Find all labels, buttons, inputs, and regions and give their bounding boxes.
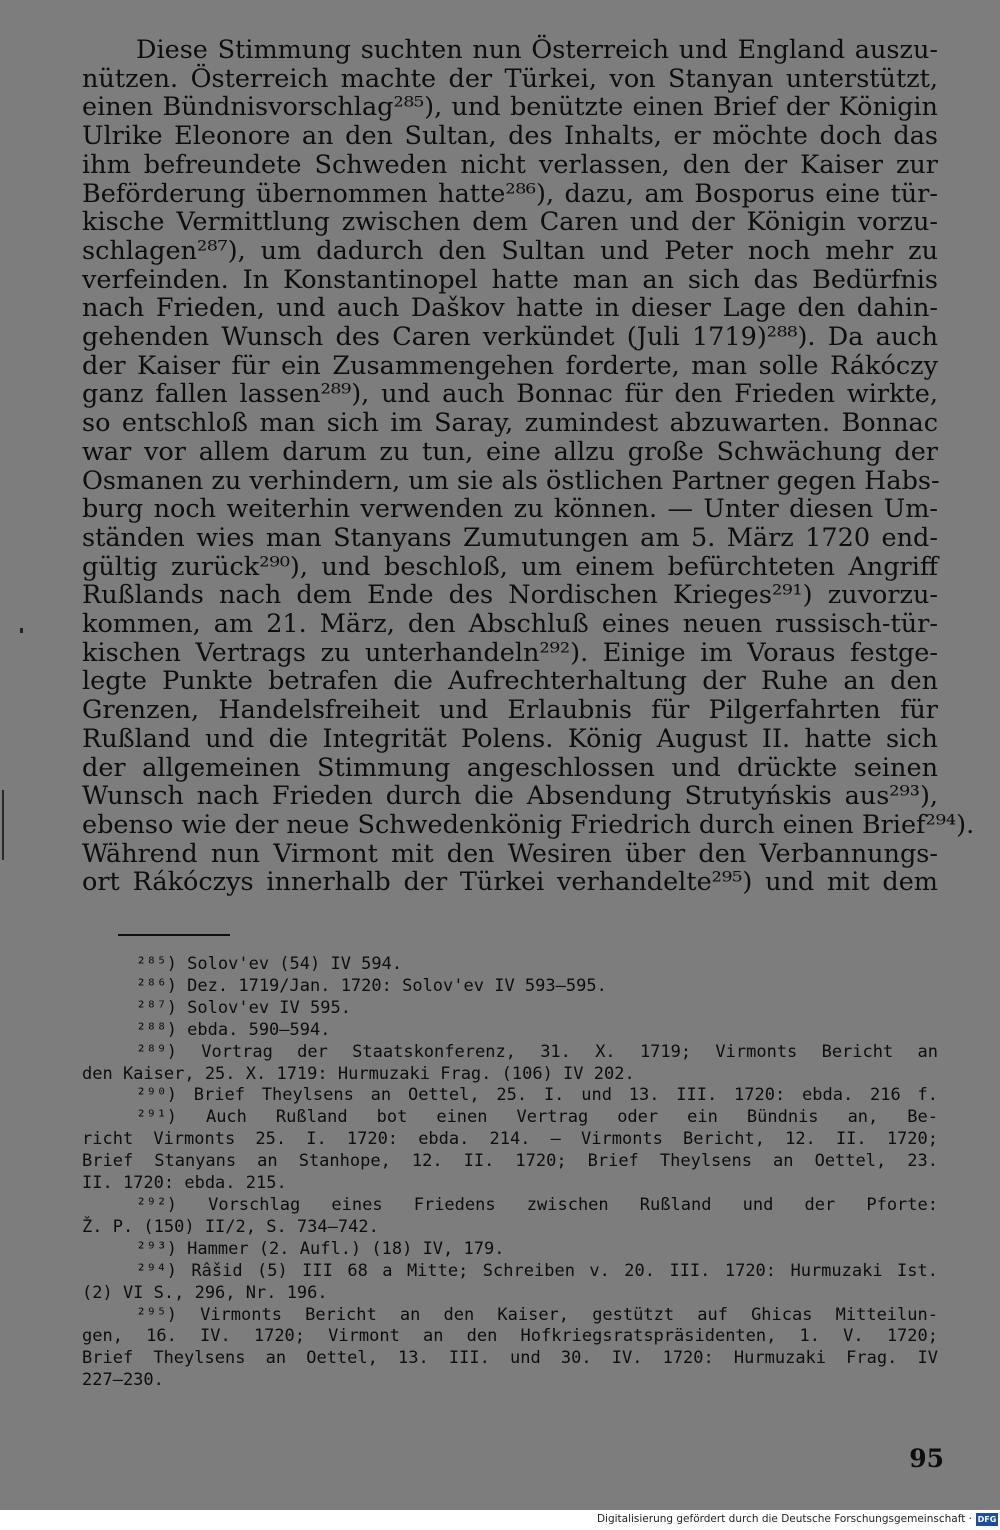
text-line: ort Rákóczys innerhalb der Türkei verhandelte²⁹⁵) und mit dem [82,867,938,898]
footnote-line: ²⁸⁹) Vortrag der Staatskonferenz, 31. X. 1719; Virmonts Bericht an [136,1041,938,1062]
footnote-line: Ž. P. (150) II/2, S. 734—742. [82,1216,379,1237]
text-line: der allgemeinen Stimmung angeschlossen und drückte seinen [82,752,938,783]
text-line: Rußlands nach dem Ende des Nordischen Krieges²⁹¹) zuvorzu- [82,580,938,611]
text-line: einen Bündnisvorschlag²⁸⁵), und benützte einen Brief der Königin [82,92,938,123]
text-line: ihm befreundete Schweden nicht verlassen, den der Kaiser zur [82,149,938,180]
text-line: der Kaiser für ein Zusammengehen forderte, man solle Rákóczy [82,350,938,381]
text-line: gültig zurück²⁹⁰), und beschloß, um einem befürchteten Angriff [82,551,938,582]
text-line: nützen. Österreich machte der Türkei, von Stanyan unterstützt, [82,63,938,94]
page-number: 95 [909,1444,944,1473]
main-text [82,35,975,898]
dfg-logo-icon[interactable]: DFG [977,1515,997,1524]
footnote-separator [118,934,230,936]
text-line: burg noch weiterhin verwenden zu können. — Unter diesen Um- [82,494,938,525]
text-line: ganz fallen lassen²⁸⁹), und auch Bonnac für den Frieden wirkte, [82,379,938,410]
text-line: ständen wies man Stanyans Zumutungen am 5. März 1720 end- [82,522,938,553]
text-line: kommen, am 21. März, den Abschluß eines neuen russisch-tür- [82,609,938,640]
footnote-line: ²⁹³) Hammer (2. Aufl.) (18) IV, 179. [136,1238,505,1259]
text-line: Diese Stimmung suchten nun Österreich und England auszu- [136,35,938,65]
footnote-line: den Kaiser, 25. X. 1719: Hurmuzaki Frag. (106) IV 202. [82,1063,635,1084]
text-line: Grenzen, Handelsfreiheit und Erlaubnis für Pilgerfahrten für [82,695,938,726]
footnote-line: ²⁹¹) Auch Rußland bot einen Vertrag oder ein Bündnis an, Be- [136,1107,938,1128]
text-line: Beförderung übernommen hatte²⁸⁶), dazu, am Bosporus eine tür- [82,178,938,209]
text-line: Ulrike Eleonore an den Sultan, des Inhalts, er möchte doch das [82,121,938,152]
text-line: legte Punkte betrafen die Aufrechterhaltung der Ruhe an den [82,666,938,697]
footnote-line: (2) VI S., 296, Nr. 196. [82,1282,328,1303]
funding-footer [0,1510,1000,1530]
footnote-line: ²⁸⁸) ebda. 590—594. [136,1019,331,1040]
footnote-line: ²⁹⁰) Brief Theylsens an Oettel, 25. I. und 13. III. 1720: ebda. 216 f. [136,1085,938,1106]
footnote-line: ²⁸⁷) Solov'ev IV 595. [136,997,351,1018]
text-line: gehenden Wunsch des Caren verkündet (Juli 1719)²⁸⁸). Da auch [82,322,938,353]
funding-notice: Digitalisierung gefördert durch die Deutsche Forschungsgemeinschaft · [596,1513,972,1525]
scan-speck [20,628,23,633]
margin-scan-line [2,790,4,860]
footnote-line: ²⁹²) Vorschlag eines Friedens zwischen Rußland und der Pforte: [136,1194,938,1215]
footnote-line: 227—230. [82,1370,164,1391]
text-line: war vor allem darum zu tun, eine allzu große Schwächung der [82,436,938,467]
text-line: Während nun Virmont mit den Wesiren über den Verbannungs- [82,838,938,869]
text-line: kischen Vertrags zu unterhandeln²⁹²). Einige im Voraus festge- [82,637,938,668]
text-line: nach Frieden, und auch Daškov hatte in dieser Lage den dahin- [82,293,938,324]
footnote-line: gen, 16. IV. 1720; Virmont an den Hofkriegsratspräsidenten, 1. V. 1720; [82,1326,938,1347]
footnote-line: ²⁹⁵) Virmonts Bericht an den Kaiser, gestützt auf Ghicas Mitteilun- [136,1304,938,1325]
text-line: ebenso wie der neue Schwedenkönig Friedrich durch einen Brief²⁹⁴). [82,809,975,840]
footnote-line: ²⁹⁴) Râšid (5) III 68 a Mitte; Schreiben v. 20. III. 1720: Hurmuzaki Ist. [136,1260,938,1281]
text-line: verfeinden. In Konstantinopel hatte man an sich das Bedürfnis [82,264,938,295]
text-line: schlagen²⁸⁷), um dadurch den Sultan und Peter noch mehr zu [82,235,938,266]
footnotes [82,954,938,1392]
text-line: Wunsch nach Frieden durch die Absendung Strutyńskis aus²⁹³), [82,781,938,812]
footnote-line: Brief Theylsens an Oettel, 13. III. und 30. IV. 1720: Hurmuzaki Frag. IV [82,1348,938,1369]
text-line: Rußland und die Integrität Polens. König August II. hatte sich [82,723,938,754]
footnote-line: richt Virmonts 25. I. 1720: ebda. 214. — Virmonts Bericht, 12. II. 1720; [82,1129,938,1150]
text-line: Osmanen zu verhindern, um sie als östlichen Partner gegen Habs- [82,465,940,496]
footnote-line: ²⁸⁶) Dez. 1719/Jan. 1720: Solov'ev IV 593—595. [136,975,607,996]
footnote-line: ²⁸⁵) Solov'ev (54) IV 594. [136,954,403,974]
footnote-line: II. 1720: ebda. 215. [82,1173,287,1194]
text-line: kische Vermittlung zwischen dem Caren und der Königin vorzu- [82,207,938,238]
footnote-line: Brief Stanyans an Stanhope, 12. II. 1720; Brief Theylsens an Oettel, 23. [82,1151,938,1172]
text-line: so entschloß man sich im Saray, zumindest abzuwarten. Bonnac [82,408,938,439]
